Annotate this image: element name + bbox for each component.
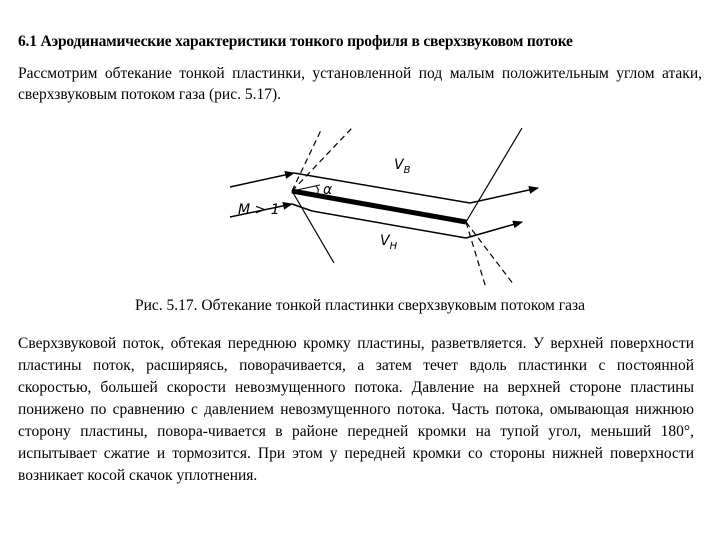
thin-plate <box>292 191 466 222</box>
mach-label: M > 1 <box>238 202 280 218</box>
leading-expansion-line-1 <box>292 128 322 191</box>
reference-axis <box>292 185 320 191</box>
trailing-shock <box>466 128 522 222</box>
body-paragraph: Сверхзвуковой поток, обтекая переднюю кромку пластины, разветвляется. У верхней поверхности пластины поток, расширяясь, поворачивается, а затем течет вдоль пластинки с постоянной скоростью, большей скорости невозмущенного потока. Давление на верхней стороне пластины понижено по сравнению с давлением невозмущенного потока. Часть потока, омывающая нижнюю сторону пластины, повора-чивается в районе передней кромки на тупой угол, меньший 180°, испытывает сжатие и тормозится. При этом у передней кромки со стороны нижней поверхности возникает косой скачок уплотнения. <box>18 335 694 484</box>
flow-diagram <box>0 128 720 298</box>
figure-5-17 <box>0 128 720 298</box>
section-heading: 6.1 Аэродинамические характеристики тонкого профиля в сверхзвуковом потоке <box>18 33 573 50</box>
lower-streamline-exit <box>466 222 522 238</box>
incoming-streamline-upper <box>230 173 294 187</box>
figure-caption: Рис. 5.17. Обтекание тонкой пластинки сверхзвуковым потоком газа <box>135 297 585 314</box>
intro-paragraph: Рассмотрим обтекание тонкой пластинки, установленной под малым положительным углом атаки, сверхзвуковым потоком газа (рис. 5.17). <box>18 65 702 103</box>
upper-streamline-exit <box>470 188 538 203</box>
trailing-expansion-line-1 <box>466 222 486 288</box>
upper-velocity-label: $V_В$ <box>394 157 411 176</box>
leading-shock <box>292 191 334 263</box>
alpha-label: α <box>323 182 333 198</box>
lower-velocity-label: $V_Н$ <box>380 233 398 252</box>
